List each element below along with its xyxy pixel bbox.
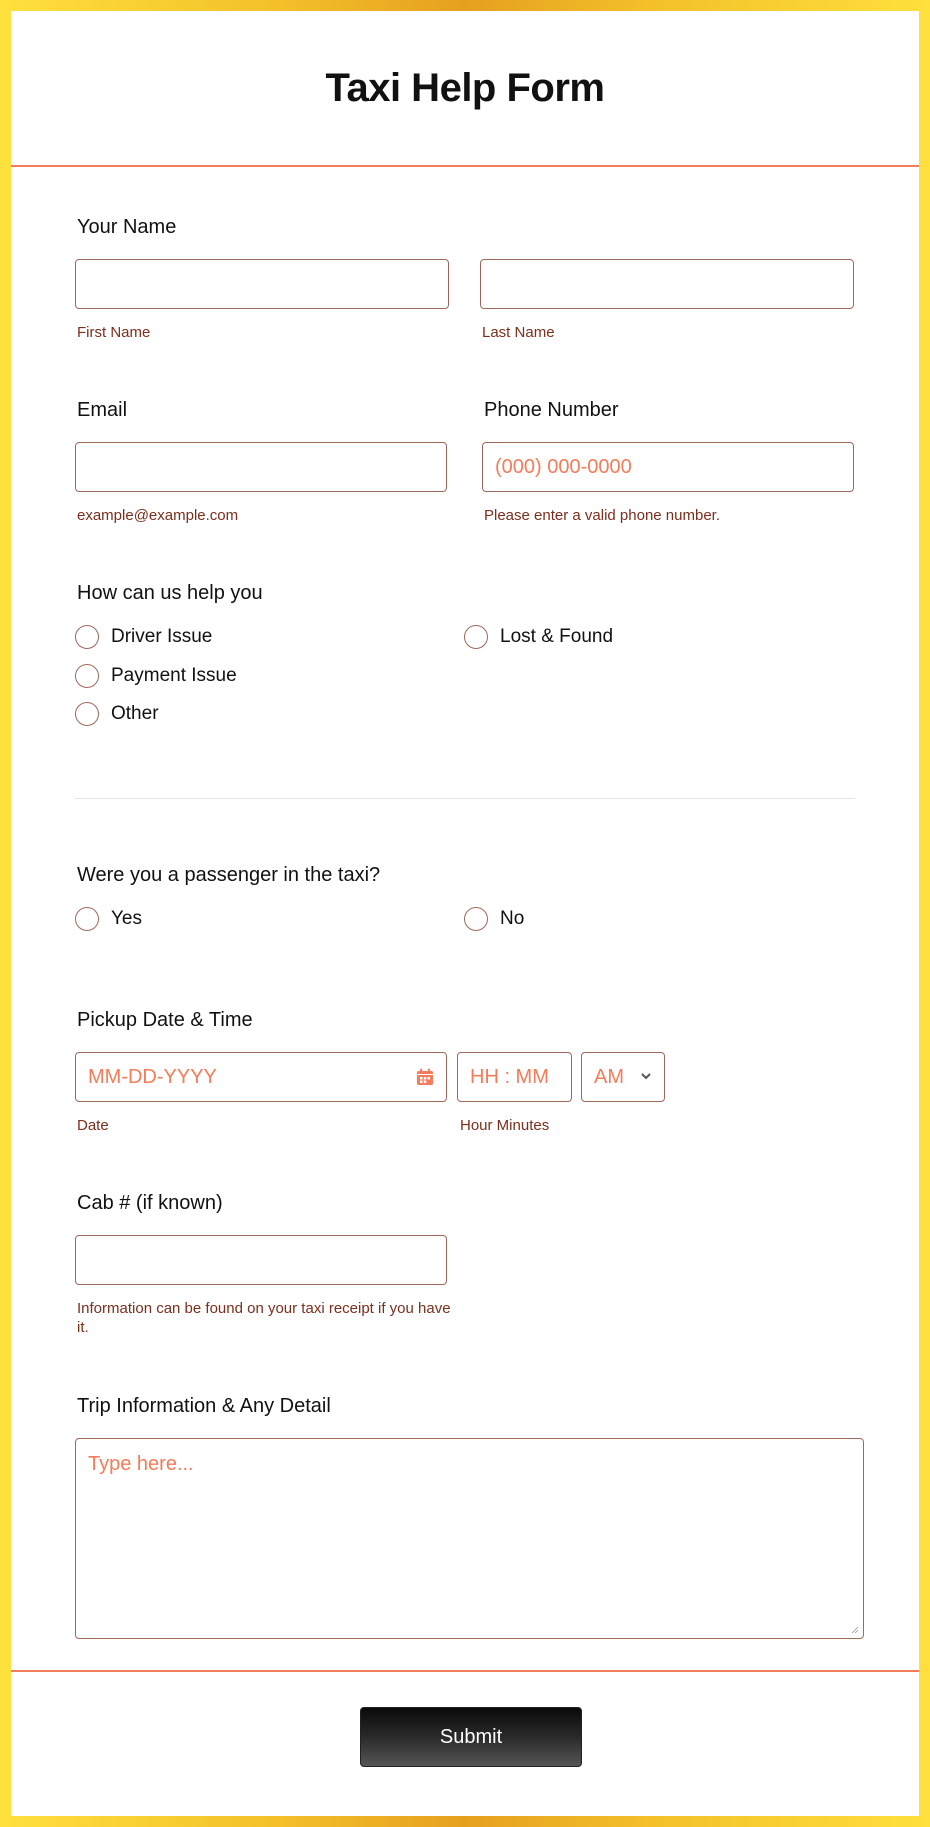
radio-no[interactable] bbox=[464, 907, 524, 931]
phone-label: Phone Number bbox=[484, 399, 619, 421]
section-divider bbox=[75, 798, 855, 799]
date-placeholder: MM-DD-YYYY bbox=[88, 1065, 217, 1088]
time-input[interactable] bbox=[457, 1052, 572, 1102]
frame-top-border bbox=[0, 0, 930, 11]
radio-label: Yes bbox=[111, 908, 142, 929]
date-input[interactable] bbox=[75, 1052, 447, 1102]
phone-input[interactable] bbox=[482, 442, 854, 492]
form-header bbox=[11, 11, 919, 167]
ampm-value: AM bbox=[594, 1065, 624, 1088]
radio-other[interactable] bbox=[75, 702, 159, 726]
radio-lost-found[interactable] bbox=[464, 625, 613, 649]
name-label: Your Name bbox=[77, 216, 177, 238]
cab-sublabel: Information can be found on your taxi receipt if you have it. bbox=[77, 1300, 451, 1336]
radio-label: Lost & Found bbox=[500, 626, 614, 647]
cab-label: Cab # (if known) bbox=[77, 1192, 223, 1214]
last-name-sublabel: Last Name bbox=[482, 324, 555, 341]
radio-circle[interactable] bbox=[464, 625, 488, 649]
radio-circle[interactable] bbox=[75, 907, 99, 931]
resize-handle-icon[interactable] bbox=[851, 1626, 859, 1634]
radio-circle[interactable] bbox=[75, 664, 99, 688]
date-sublabel: Date bbox=[77, 1117, 109, 1134]
email-input[interactable] bbox=[75, 442, 447, 492]
phone-sublabel: Please enter a valid phone number. bbox=[484, 507, 720, 524]
first-name-sublabel: First Name bbox=[77, 324, 151, 341]
radio-circle[interactable] bbox=[75, 625, 99, 649]
ampm-select[interactable] bbox=[581, 1052, 665, 1102]
email-label: Email bbox=[77, 399, 128, 421]
passenger-label: Were you a passenger in the taxi? bbox=[77, 864, 381, 886]
help-label: How can us help you bbox=[77, 582, 263, 604]
radio-label: Driver Issue bbox=[111, 626, 213, 647]
frame-bottom-border bbox=[0, 1816, 930, 1827]
first-name-input[interactable] bbox=[75, 259, 449, 309]
phone-placeholder: (000) 000-0000 bbox=[495, 455, 632, 478]
trip-placeholder: Type here... bbox=[88, 1453, 194, 1475]
calendar-icon[interactable] bbox=[416, 1068, 434, 1086]
chevron-down-icon bbox=[640, 1070, 652, 1082]
radio-yes[interactable] bbox=[75, 907, 142, 931]
trip-label: Trip Information & Any Detail bbox=[77, 1395, 331, 1417]
last-name-input[interactable] bbox=[480, 259, 854, 309]
form-title: Taxi Help Form bbox=[325, 65, 605, 110]
radio-payment-issue[interactable] bbox=[75, 664, 237, 688]
time-placeholder: HH : MM bbox=[470, 1065, 549, 1088]
submit-button[interactable]: Submit bbox=[360, 1707, 582, 1767]
pickup-label: Pickup Date & Time bbox=[77, 1009, 253, 1031]
radio-label: Other bbox=[111, 703, 159, 724]
time-sublabel: Hour Minutes bbox=[460, 1117, 550, 1134]
form-card bbox=[11, 11, 919, 1816]
footer-divider bbox=[11, 1670, 919, 1672]
cab-input[interactable] bbox=[75, 1235, 447, 1285]
email-sublabel: example@example.com bbox=[77, 507, 239, 524]
radio-driver-issue[interactable] bbox=[75, 625, 212, 649]
radio-label: Payment Issue bbox=[111, 665, 237, 686]
radio-circle[interactable] bbox=[464, 907, 488, 931]
radio-label: No bbox=[500, 908, 525, 929]
radio-circle[interactable] bbox=[75, 702, 99, 726]
trip-textarea[interactable] bbox=[75, 1438, 864, 1639]
